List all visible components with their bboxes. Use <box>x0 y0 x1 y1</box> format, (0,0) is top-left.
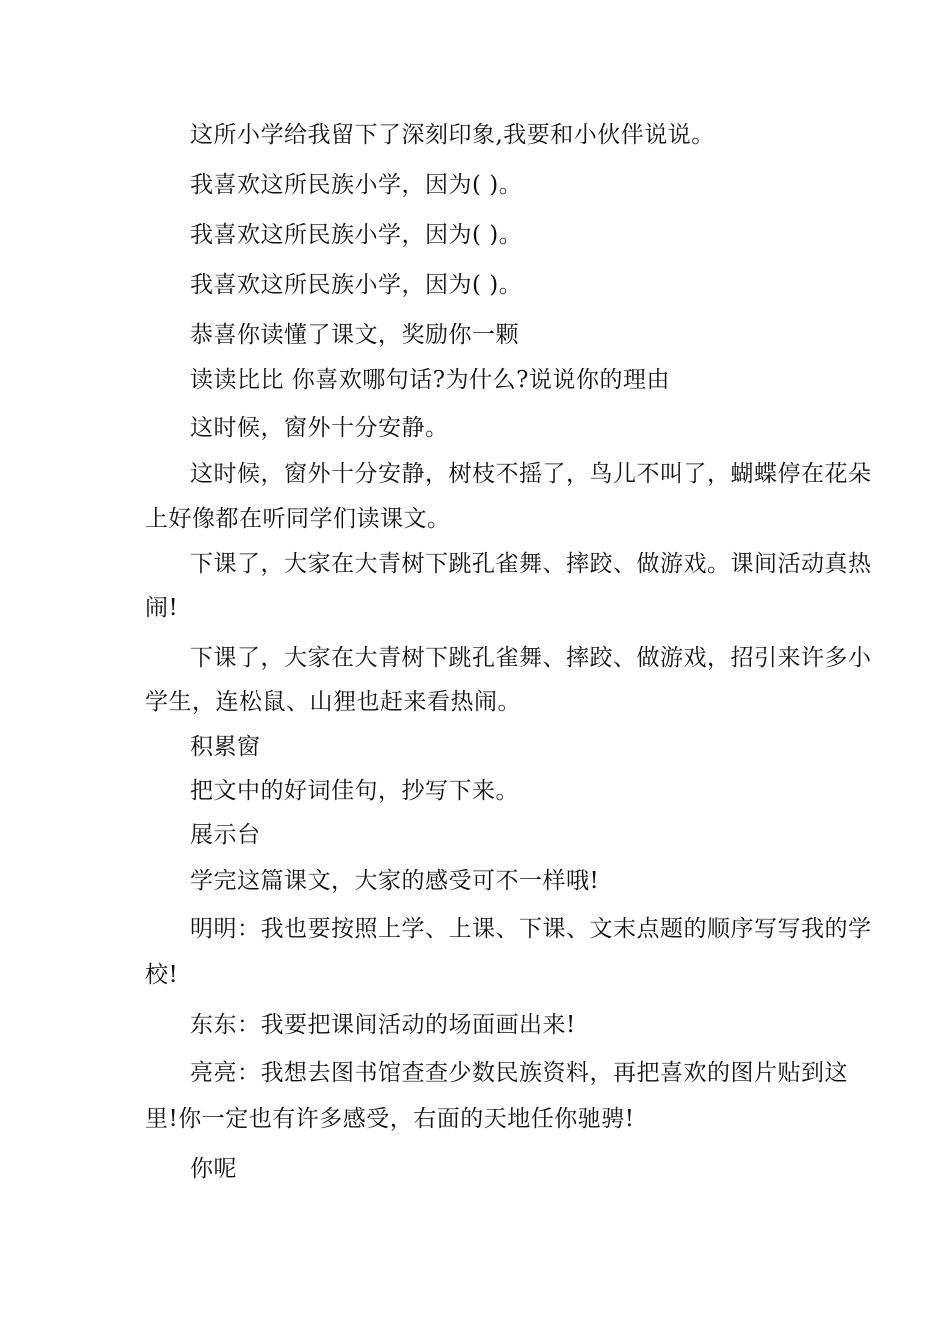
text-line: 明明：我也要按照上学、上课、下课、文末点题的顺序写写我的学 <box>190 916 872 942</box>
text-line: 我喜欢这所民族小学，因为( )。 <box>190 272 523 298</box>
text-line: 学完这篇课文，大家的感受可不一样哦! <box>190 868 600 894</box>
text-line: 里!你一定也有许多感受，右面的天地任你驰骋! <box>145 1106 635 1132</box>
text-line: 这时候，窗外十分安静。 <box>190 415 449 441</box>
text-line: 我喜欢这所民族小学，因为( )。 <box>190 172 523 198</box>
text-line: 读读比比 你喜欢哪句话?为什么?说说你的理由 <box>190 367 670 393</box>
text-line: 我喜欢这所民族小学，因为( )。 <box>190 222 523 248</box>
text-line: 下课了，大家在大青树下跳孔雀舞、摔跤、做游戏。课间活动真热 <box>190 551 872 577</box>
text-line: 把文中的好词佳句，抄写下来。 <box>190 778 519 804</box>
text-line: 闹! <box>145 595 179 621</box>
text-line: 这时候，窗外十分安静，树枝不摇了，鸟儿不叫了，蝴蝶停在花朵 <box>190 461 872 487</box>
section-heading: 展示台 <box>190 822 261 848</box>
section-heading: 积累窗 <box>190 734 261 760</box>
text-line: 学生，连松鼠、山狸也赶来看热闹。 <box>145 689 521 715</box>
text-line: 恭喜你读懂了课文，奖励你一颗 <box>190 322 519 348</box>
text-line: 上好像都在听同学们读课文。 <box>145 506 451 532</box>
text-line: 这所小学给我留下了深刻印象,我要和小伙伴说说。 <box>190 122 715 148</box>
text-line: 校! <box>145 962 179 988</box>
text-line: 亮亮：我想去图书馆查查少数民族资料，再把喜欢的图片贴到这 <box>190 1060 848 1086</box>
text-line: 你呢 <box>190 1156 237 1182</box>
text-line: 东东：我要把课间活动的场面画出来! <box>190 1012 576 1038</box>
text-line: 下课了，大家在大青树下跳孔雀舞、摔跤、做游戏，招引来许多小 <box>190 645 872 671</box>
